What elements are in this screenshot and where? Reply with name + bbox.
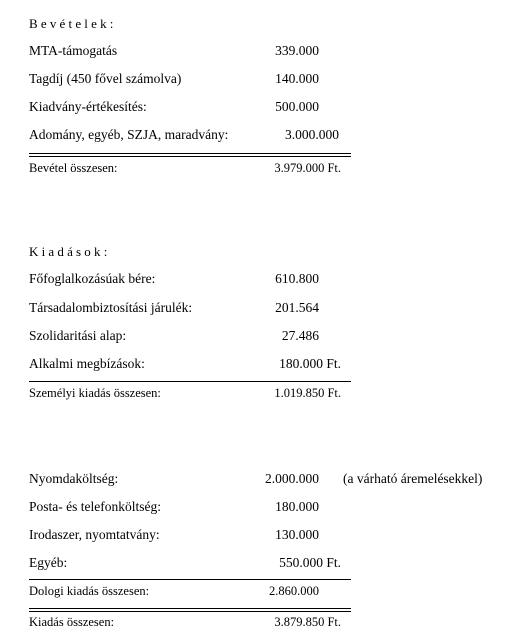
material-row-value: 550.000 Ft. — [279, 555, 341, 570]
expense-row-label: Szolidaritási alap: — [29, 328, 127, 343]
material-row-note: (a várható áremelésekkel) — [343, 471, 483, 486]
income-row-label: Kiadvány-értékesítés: — [29, 99, 147, 114]
expense-row-label: Főfoglalkozásúak bére: — [29, 271, 156, 286]
personnel-total-value: 1.019.850 Ft. — [274, 386, 341, 400]
income-row-label: Tagdíj (450 fővel számolva) — [29, 71, 182, 86]
material-total-value: 2.860.000 — [269, 584, 319, 598]
material-row-value: 130.000 — [275, 527, 319, 542]
expenses-heading: Kiadások: — [29, 244, 111, 259]
expense-row-label: Társadalombiztosítási járulék: — [29, 300, 193, 315]
expense-row-value: 201.564 — [275, 300, 319, 315]
expense-row-value: 180.000 Ft. — [279, 356, 341, 371]
income-total-label: Bevétel összesen: — [29, 161, 118, 175]
personnel-total-label: Személyi kiadás összesen: — [29, 386, 161, 400]
grand-total-rule — [29, 608, 351, 612]
expense-row-value: 27.486 — [281, 328, 319, 343]
expense-row-value: 610.800 — [275, 271, 319, 286]
income-row-value: 500.000 — [275, 99, 319, 114]
material-row-label: Irodaszer, nyomtatvány: — [29, 527, 160, 542]
income-total-value: 3.979.000 Ft. — [274, 161, 341, 175]
income-total-rule — [29, 153, 351, 157]
income-row-label: MTA-támogatás — [29, 43, 118, 58]
material-row-label: Egyéb: — [29, 555, 68, 570]
material-row-value: 2.000.000 — [265, 471, 319, 486]
material-total-label: Dologi kiadás összesen: — [29, 584, 150, 598]
material-total-rule — [29, 579, 351, 580]
personnel-total-rule — [29, 381, 351, 382]
material-row-value: 180.000 — [275, 499, 319, 514]
expense-row-label: Alkalmi megbízások: — [29, 356, 145, 371]
income-heading: Bevételek: — [29, 16, 117, 31]
grand-total-value: 3.879.850 Ft. — [274, 615, 341, 629]
grand-total-label: Kiadás összesen: — [29, 615, 115, 629]
income-row-value: 3.000.000 — [285, 127, 339, 142]
material-row-label: Nyomdaköltség: — [29, 471, 119, 486]
income-row-label: Adomány, egyéb, SZJA, maradvány: — [29, 127, 229, 142]
income-row-value: 339.000 — [275, 43, 319, 58]
income-row-value: 140.000 — [275, 71, 319, 86]
material-row-label: Posta- és telefonköltség: — [29, 499, 161, 514]
